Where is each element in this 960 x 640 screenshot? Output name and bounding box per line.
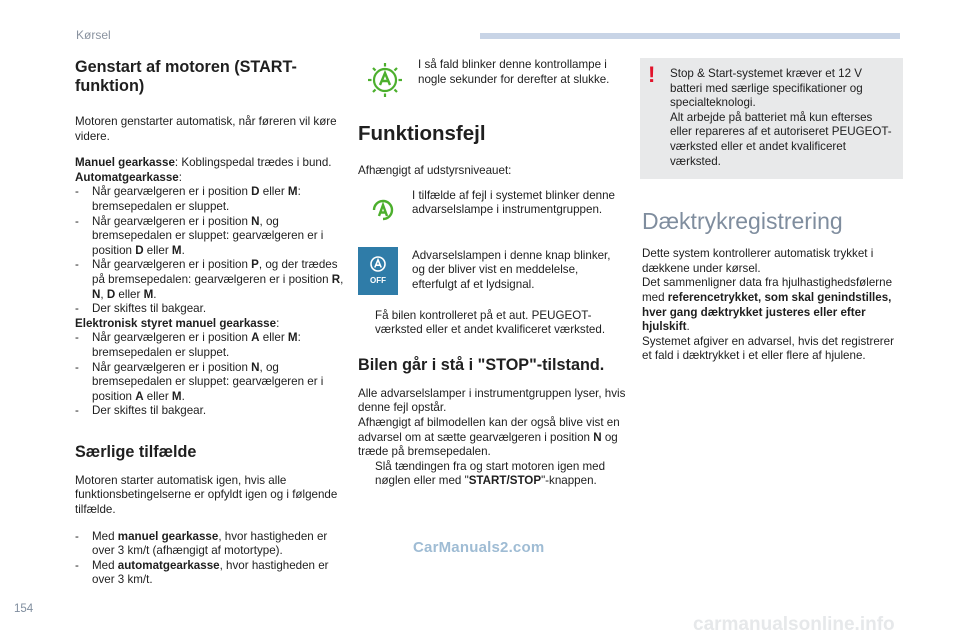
list-item: - Med manuel gearkasse, hvor hastigheden er over 3 km/t (afhængigt af motortype). <box>75 529 328 558</box>
restart-intro: Motoren genstarter automatisk, når føreren vil køre videre. <box>75 115 337 143</box>
special-intro: Motoren starter automatisk igen, hvis alle funktionsbetingelserne er opfyldt igen og i følgende tilfælde. <box>75 473 338 517</box>
column-right <box>642 58 904 364</box>
electronic-gearbox-list <box>75 331 345 404</box>
column-left <box>75 58 345 588</box>
list-item: - Når gearvælgeren er i position P, og der trædes på bremsepedalen: gearvælgeren er i position R, N, D eller M. <box>75 258 344 301</box>
tyre-para-2: Det sammenligner data fra hjulhastighedsfølerne med referencetrykket, som skal genindstilles, hver gang dæktrykket justeres eller efter hjulskift. <box>642 276 893 334</box>
footer-watermark: carmanualsonline.info <box>693 614 895 635</box>
heading-malfunction: Funktionsfejl <box>358 122 486 145</box>
battery-callout <box>640 58 903 179</box>
heading-stalled-stop: Bilen går i stå i "STOP"-tilstand. <box>358 355 605 374</box>
list-item: - Der skiftes til bakgear. <box>75 404 207 418</box>
list-item: - Der skiftes til bakgear. <box>75 302 207 316</box>
warning-icon: ! <box>648 62 656 87</box>
tyre-para-3: Systemet afgiver en advarsel, hvis det registrerer et fald i dæktrykket i et eller flere af hjulene. <box>642 334 894 363</box>
list-item: - Når gearvælgeren er i position N, og bremsepedalen er sluppet: gearvælgeren er i position D eller M. <box>75 214 324 257</box>
button-icon-row <box>358 249 626 299</box>
autostart-icon-text: I så fald blinker denne kontrollampe i nogle sekunder for derefter at slukke. <box>418 58 610 86</box>
column-middle <box>358 58 626 489</box>
list-item: - Når gearvælgeren er i position N, og bremsepedalen er sluppet: gearvælgeren er i position A eller M. <box>75 360 324 403</box>
list-item: - Når gearvælgeren er i position A eller M: bremsepedalen er sluppet. <box>75 331 301 359</box>
special-list <box>75 530 345 588</box>
heading-special-cases: Særlige tilfælde <box>75 442 197 461</box>
section-header: Kørsel <box>76 28 111 42</box>
autostart-icon-row <box>358 58 626 108</box>
stop-start-fault-icon <box>370 197 396 228</box>
callout-para-1: Stop & Start-systemet kræver et 12 V batteri med særlige specifikationer og specialteknologi. <box>670 67 863 110</box>
heading-restart: Genstart af motoren (START-funktion) <box>75 58 297 95</box>
heading-tyre-pressure: Dæktrykregistrering <box>642 208 843 235</box>
manual-gearbox-line: Manuel gearkasse: Koblingspedal trædes i bund. <box>75 156 332 170</box>
page-number: 154 <box>14 603 34 615</box>
fault-icon-text: I tilfælde af fejl i systemet blinker denne advarselslampe i instrumentgruppen. <box>412 188 615 217</box>
equipment-level-text: Afhængigt af udstyrsniveauet: <box>358 164 512 177</box>
header-bar <box>480 33 900 39</box>
stop-para-1: Alle advarselslamper i instrumentgruppen lyser, hvis denne fejl opstår. <box>358 386 626 415</box>
watermark: CarManuals2.com <box>413 539 545 556</box>
stop-para-2: Afhængigt af bilmodellen kan der også blive vist en advarsel om at sætte gearvælgeren i position N og træde på bremsepedalen. <box>358 415 620 459</box>
stop-start-off-button-icon <box>358 247 398 300</box>
check-instruction: Få bilen kontrolleret på et aut. PEUGEOT-værksted eller et andet kvalificeret værksted. <box>375 308 606 337</box>
electronic-gearbox-label: Elektronisk styret manuel gearkasse: <box>75 316 280 330</box>
list-item: - Når gearvælgeren er i position D eller M: bremsepedalen er sluppet. <box>75 185 301 213</box>
off-label: OFF <box>370 275 386 285</box>
callout-para-2: Alt arbejde på batteriet må kun efterses eller repareres af et autoriseret PEUGEOT-værksted eller et andet kvalificeret værksted. <box>670 110 892 168</box>
auto-gearbox-list <box>75 185 345 302</box>
list-item: - Med automatgearkasse, hvor hastigheden er over 3 km/t. <box>75 558 329 587</box>
stop-instruction: Slå tændingen fra og start motoren igen med nøglen eller med "START/STOP"-knappen. <box>375 459 606 488</box>
button-icon-text: Advarselslampen i denne knap blinker, og der bliver vist en meddelelse, efterfulgt af et lydsignal. <box>412 248 611 291</box>
fault-icon-row <box>358 189 626 239</box>
auto-gearbox-label: Automatgearkasse: <box>75 170 182 184</box>
tyre-para-1: Dette system kontrollerer automatisk trykket i dækkene under kørsel. <box>642 247 874 275</box>
stop-start-active-icon <box>368 60 402 105</box>
